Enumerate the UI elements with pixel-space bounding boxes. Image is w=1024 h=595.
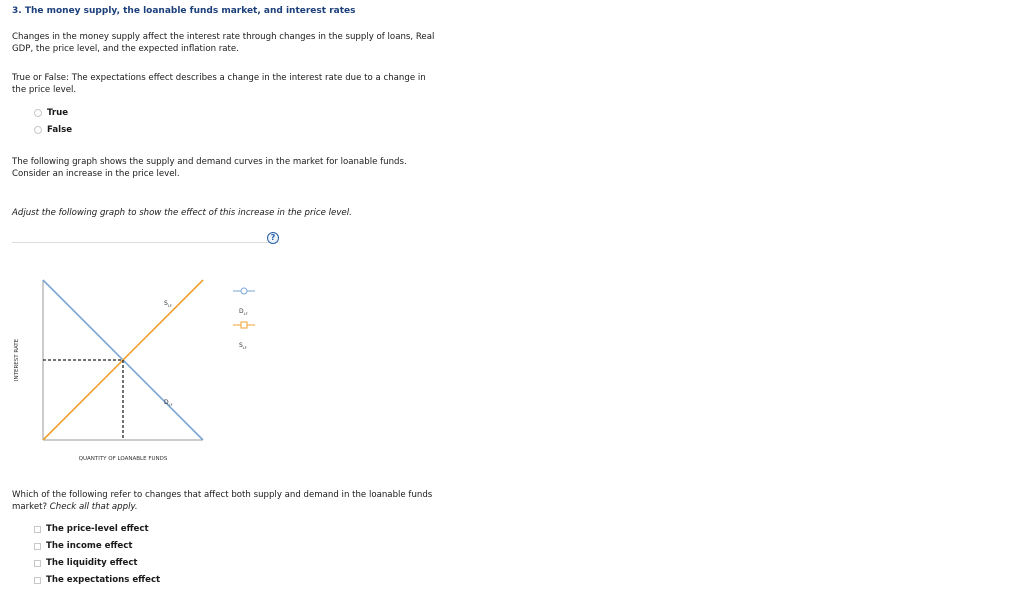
graph-line-1: The following graph shows the supply and demand curves in the market for loanable funds. — [12, 157, 407, 167]
tf-line-2: the price level. — [12, 85, 77, 95]
graph-instruction: Adjust the following graph to show the effect of this increase in the price level. — [12, 208, 352, 218]
circle-icon[interactable] — [241, 288, 247, 294]
demand-tool-label: $D_{LF}$ — [239, 308, 248, 316]
radio-button[interactable] — [34, 109, 42, 117]
supply-curve-label: $S_{LF}$ — [164, 300, 172, 308]
option-label: False — [47, 125, 73, 135]
intro-text — [12, 31, 472, 55]
checkbox[interactable] — [34, 560, 41, 567]
radio-button[interactable] — [34, 126, 42, 134]
checkbox-label: The income effect — [46, 541, 133, 551]
divider — [12, 242, 278, 243]
checkbox-liquidity[interactable] — [34, 558, 138, 568]
graph-description — [12, 156, 472, 180]
x-axis-label: QUANTITY OF LOANABLE FUNDS — [78, 456, 168, 462]
which-line-2: market? Check all that apply. — [12, 502, 138, 512]
square-icon[interactable] — [241, 322, 247, 328]
intro-line-2: GDP, the price level, and the expected inflation rate. — [12, 44, 239, 54]
y-axis-label: INTEREST RATE — [14, 338, 20, 382]
checkbox[interactable] — [34, 526, 41, 533]
which-line-1: Which of the following refer to changes that affect both supply and demand in the loanable funds — [12, 490, 433, 500]
checkbox-income[interactable] — [34, 541, 132, 551]
which-question — [12, 489, 472, 513]
true-false-prompt — [12, 72, 472, 96]
palette-supply-tool[interactable] — [233, 322, 255, 350]
checkbox[interactable] — [34, 577, 41, 584]
help-icon[interactable]: ? — [267, 232, 279, 244]
checkbox[interactable] — [34, 543, 41, 550]
checkbox-expectations[interactable] — [34, 575, 160, 585]
checkbox-price-level[interactable] — [34, 524, 149, 534]
demand-curve-label: $D_{LF}$ — [164, 399, 173, 407]
tf-line-1: True or False: The expectations effect describes a change in the interest rate due to a change in — [12, 73, 426, 83]
checkbox-label: The price-level effect — [46, 524, 149, 534]
question-title: 3. The money supply, the loanable funds market, and interest rates — [12, 6, 356, 16]
option-true[interactable] — [34, 108, 68, 118]
loanable-funds-graph[interactable] — [0, 262, 300, 467]
supply-tool-label: $S_{LF}$ — [239, 342, 247, 350]
checkbox-label: The expectations effect — [46, 575, 161, 585]
palette-demand-tool[interactable] — [233, 288, 255, 316]
checkbox-label: The liquidity effect — [46, 558, 138, 568]
option-false[interactable] — [34, 125, 72, 135]
option-label: True — [47, 108, 69, 118]
intro-line-1: Changes in the money supply affect the interest rate through changes in the supply of loans, Real — [12, 32, 435, 42]
graph-line-2: Consider an increase in the price level. — [12, 169, 180, 179]
